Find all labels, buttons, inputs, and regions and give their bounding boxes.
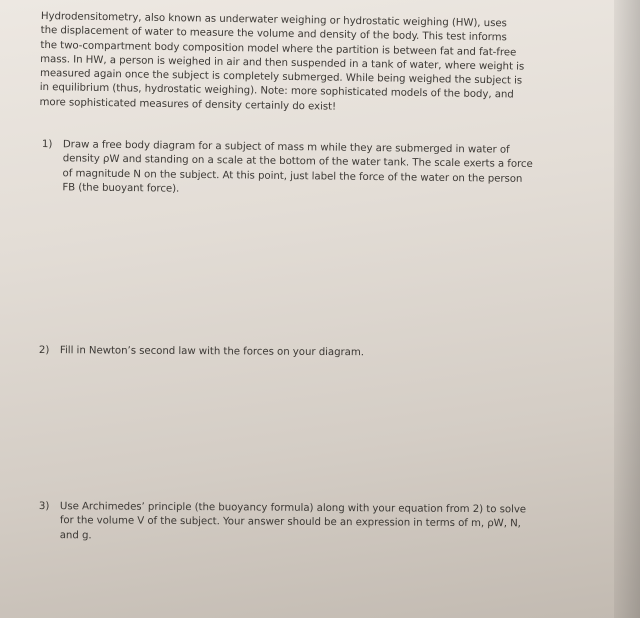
intro-paragraph [39,10,571,118]
intro-line: the displacement of water to measure the volume and density of the body. This test informs [40,25,507,44]
question-2 [39,344,539,362]
question-line: density ρW and standing on a scale at the bottom of the water tank. The scale exerts a force [62,153,533,171]
question-line: Use Archimedes’ principle (the buoyancy formula) along with your equation from 2) to solve [59,501,527,516]
page-shadow-edge [614,0,640,618]
question-line: Draw a free body diagram for a subject of mass m while they are submerged in water of [62,139,510,156]
intro-line: mass. In HW, a person is weighed in air and then suspended in a tank of water, where weight is [40,53,525,73]
question-line: and g. [59,529,92,541]
question-number: 1) [41,138,53,151]
question-line: for the volume V of the subject. Your answer should be an expression in terms of m, ρW, N, [59,515,521,530]
intro-line: Hydrodensitometry, also known as underwater weighing or hydrostatic weighing (HW), uses [40,10,507,30]
question-text [60,500,526,546]
intro-line: measured again once the subject is completely submerged. While being weighed the subject is [39,68,523,87]
question-text [60,344,364,360]
question-1 [41,138,542,201]
intro-line: more sophisticated measures of density certainly do exist! [39,96,337,113]
question-text [62,138,533,201]
question-3 [39,500,569,547]
question-line: FB (the buoyant force). [62,182,180,195]
intro-line: in equilibrium (thus, hydrostatic weighing). Note: more sophisticated models of the body, and [39,82,514,101]
question-line: Fill in Newton’s second law with the forces on your diagram. [59,345,364,359]
question-line: of magnitude N on the subject. At this point, just label the force of the water on the person [62,167,523,185]
intro-line: the two-compartment body composition model where the partition is between fat and fat-free [40,39,517,59]
question-number: 3) [38,500,50,513]
question-number: 2) [38,344,50,357]
